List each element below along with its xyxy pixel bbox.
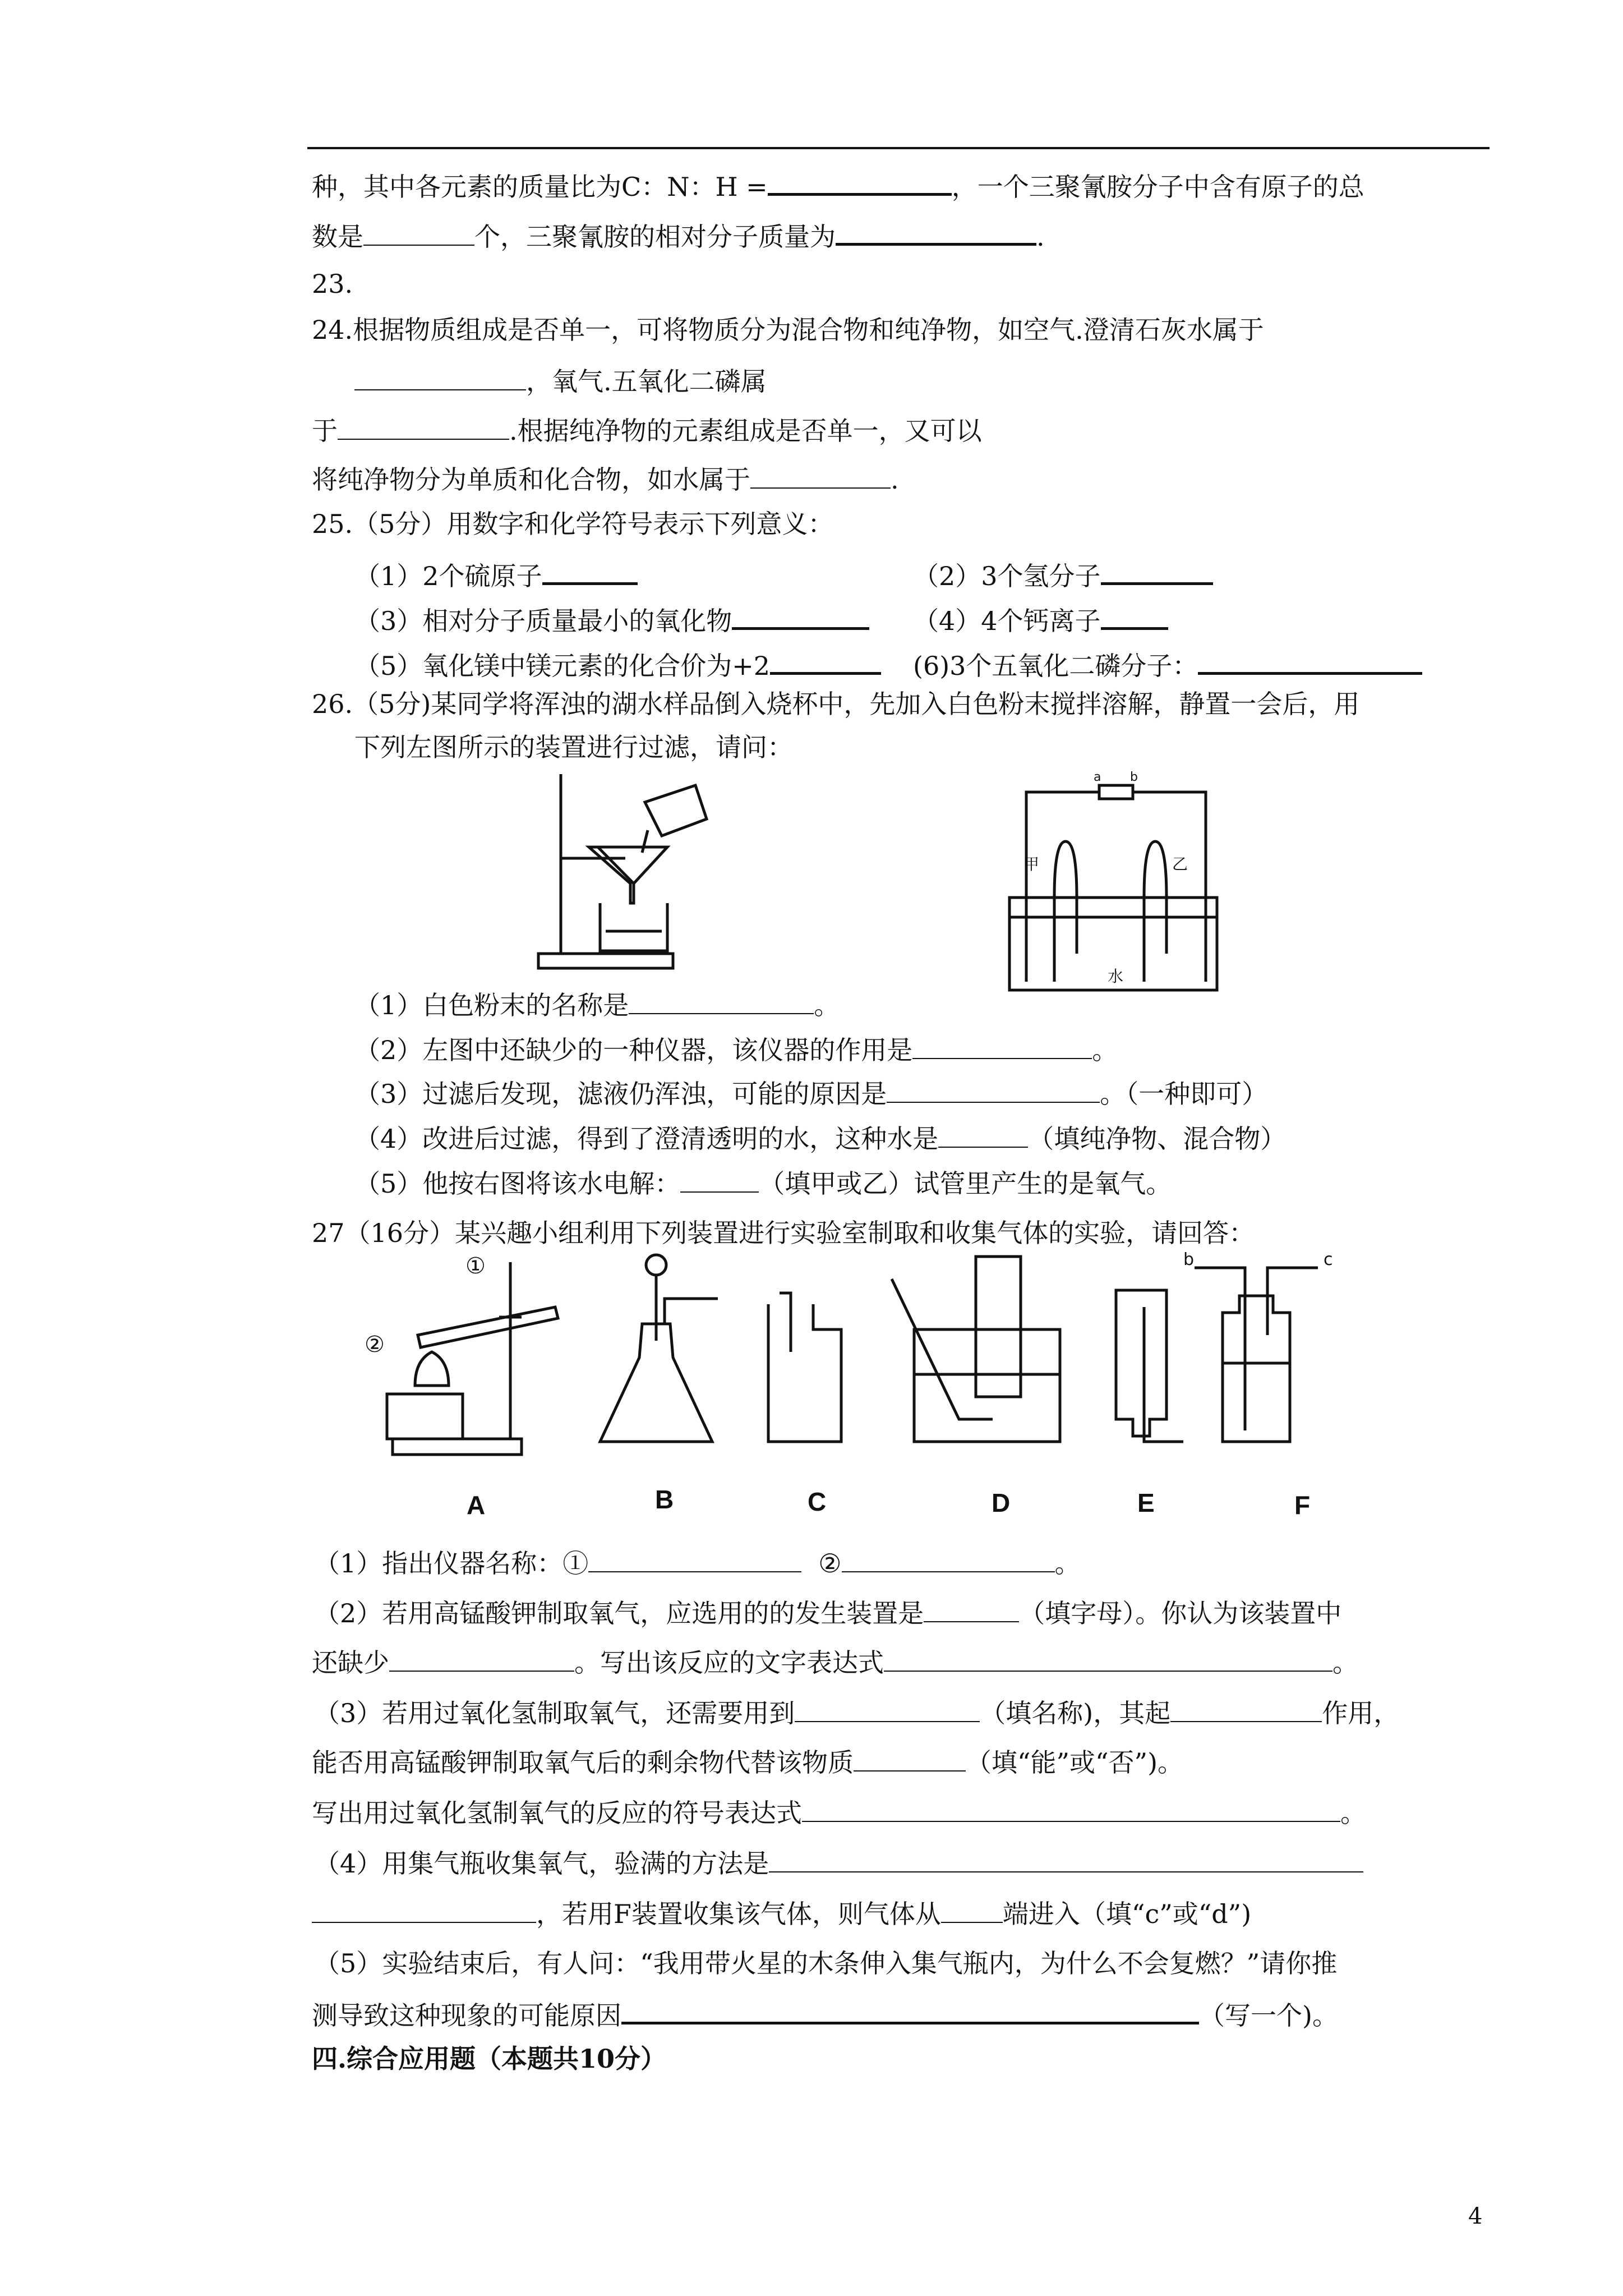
filtration-apparatus-figure	[527, 769, 763, 976]
answer-blank[interactable]	[768, 167, 952, 196]
answer-blank[interactable]	[363, 219, 474, 246]
label-E: E	[1137, 1488, 1155, 1517]
q26-line-1: 26.（5分)某同学将浑浊的湖水样品倒入烧杯中，先加入白色粉末搅拌溶解，静置一会后，用	[312, 689, 1360, 719]
q27-part-4-line-1: （4）用集气瓶收集氧气，验满的方法是	[314, 1846, 1363, 1880]
q27-part-5-line-1: （5）实验结束后，有人问：“我用带火星的木条伸入集气瓶内，为什么不会复燃？”请你推	[314, 1948, 1338, 1978]
q24-line-4: 将纯净物分为单质和化合物，如水属于 .	[312, 462, 899, 496]
apparatus-c	[768, 1293, 841, 1442]
q23-number: 23.	[312, 269, 353, 299]
q22-line-2: 数是 个，三聚氰胺的相对分子质量为 .	[312, 217, 1045, 254]
q24-line-2: ，氧气.五氧化二磷属	[354, 364, 767, 398]
q25-item-3: （3）相对分子质量最小的氧化物	[354, 601, 869, 638]
pouring-beaker	[645, 785, 707, 836]
answer-blank[interactable]	[629, 987, 814, 1014]
answer-blank[interactable]	[338, 413, 509, 440]
label-B: B	[655, 1485, 674, 1514]
test-tube-yi	[1144, 841, 1166, 982]
test-tube-jia	[1054, 841, 1077, 982]
q27-part-1: （1）指出仪器名称：① ② 。	[314, 1545, 1081, 1580]
q27-part-2-line-1: （2）若用高锰酸钾制取氧气，应选用的的发生装置是 （填字母）。你认为该装置中	[314, 1595, 1341, 1630]
power-source	[1099, 785, 1133, 799]
label-D: D	[992, 1488, 1011, 1517]
label-A: A	[467, 1490, 486, 1520]
lab-apparatus-figure	[353, 1251, 1340, 1487]
answer-blank[interactable]	[1101, 556, 1213, 585]
q27-part-5-line-2: 测导致这种现象的可能原因 （写一个)。	[312, 1996, 1338, 2032]
q27-part-3-line-2: 能否用高锰酸钾制取氧气后的剩余物代替该物质 （填“能”或“否”)。	[312, 1745, 1183, 1779]
label-b-port: b	[1183, 1250, 1195, 1269]
answer-blank[interactable]	[854, 1745, 966, 1772]
answer-blank[interactable]	[802, 1795, 1340, 1822]
answer-blank[interactable]	[924, 1595, 1019, 1622]
q25-item-2: （2）3个氢分子	[913, 556, 1213, 593]
apparatus-e	[1116, 1290, 1183, 1442]
answer-blank[interactable]	[312, 1896, 536, 1923]
answer-blank[interactable]	[941, 1896, 1003, 1923]
answer-blank[interactable]	[1101, 601, 1168, 630]
answer-blank[interactable]	[389, 1645, 574, 1672]
apparatus-b	[600, 1255, 718, 1442]
q25-title: 25.（5分）用数字和化学符号表示下列意义：	[312, 509, 834, 539]
answer-blank[interactable]	[887, 1076, 1100, 1103]
label-F: F	[1294, 1490, 1311, 1520]
answer-blank[interactable]	[542, 556, 638, 585]
q26-sub-4: （4）改进后过滤，得到了澄清透明的水，这种水是 （填纯净物、混合物）	[354, 1121, 1286, 1156]
label-circle-1: ①	[465, 1253, 486, 1279]
section-4-title: 四.综合应用题（本题共10分）	[312, 2044, 667, 2074]
answer-blank[interactable]	[769, 1846, 1363, 1872]
answer-blank[interactable]	[621, 1996, 1199, 2024]
answer-blank[interactable]	[884, 1645, 1332, 1672]
q27-part-3-line-1: （3）若用过氧化氢制取氧气，还需要用到 （填名称)，其起 作用，	[314, 1695, 1399, 1730]
answer-blank[interactable]	[795, 1695, 980, 1722]
answer-blank[interactable]	[1198, 646, 1422, 675]
q27-title: 27（16分）某兴趣小组利用下列装置进行实验室制取和收集气体的实验，请回答：	[312, 1218, 1255, 1248]
answer-blank[interactable]	[750, 462, 891, 489]
answer-blank[interactable]	[836, 217, 1036, 246]
answer-blank[interactable]	[354, 364, 526, 390]
q24-line-3: 于 .根据纯净物的元素组成是否单一，又可以	[312, 413, 982, 448]
label-circle-2: ②	[365, 1332, 385, 1358]
label-yi: 乙	[1172, 855, 1188, 873]
pour-stream	[642, 830, 648, 853]
answer-blank[interactable]	[912, 1032, 1092, 1059]
header-rule	[307, 147, 1490, 149]
label-b: b	[1130, 770, 1138, 784]
filter-paper	[598, 847, 634, 884]
apparatus-d	[892, 1257, 1060, 1442]
q26-sub-5: （5）他按右图将该水电解： （填甲或乙）试管里产生的是氧气。	[354, 1166, 1172, 1200]
answer-blank[interactable]	[842, 1545, 1055, 1572]
answer-blank[interactable]	[732, 601, 869, 630]
q25-item-1: （1）2个硫原子	[354, 556, 638, 593]
q26-sub-3: （3）过滤后发现，滤液仍浑浊，可能的原因是 。（一种即可）	[354, 1076, 1267, 1111]
q27-part-2-line-2: 还缺少 。写出该反应的文字表达式 。	[312, 1645, 1358, 1680]
answer-blank[interactable]	[1170, 1695, 1322, 1722]
label-jia: 甲	[1023, 855, 1040, 873]
q26-line-2: 下列左图所示的装置进行过滤，请问：	[354, 732, 793, 762]
page-number: 4	[1468, 2203, 1483, 2229]
answer-blank[interactable]	[938, 1121, 1028, 1148]
label-C: C	[808, 1487, 827, 1516]
label-water: 水	[1108, 967, 1124, 986]
answer-blank[interactable]	[680, 1166, 759, 1193]
beaker-lower	[600, 903, 667, 951]
q22-line-1: 种，其中各元素的质量比为C：N：H = ，一个三聚氰胺分子中含有原子的总	[312, 167, 1364, 204]
label-c-port: c	[1324, 1250, 1333, 1269]
answer-blank[interactable]	[770, 646, 881, 675]
apparatus-f	[1195, 1268, 1318, 1442]
q24-line-1: 24.根据物质组成是否单一，可将物质分为混合物和纯净物，如空气.澄清石灰水属于	[312, 315, 1264, 345]
label-a: a	[1094, 770, 1101, 784]
electrolysis-apparatus-figure	[1004, 769, 1228, 993]
q26-sub-1: （1）白色粉末的名称是 。	[354, 987, 840, 1022]
q26-sub-2: （2）左图中还缺少的一种仪器，该仪器的作用是 。	[354, 1032, 1118, 1067]
q25-item-4: （4）4个钙离子	[913, 601, 1168, 638]
q27-part-4-line-2: ，若用F装置收集该气体，则气体从 端进入（填“c”或“d”)	[312, 1896, 1251, 1931]
q25-item-6: (6)3个五氧化二磷分子：	[913, 646, 1422, 683]
apparatus-a	[387, 1262, 558, 1455]
q25-item-5: （5）氧化镁中镁元素的化合价为+2	[354, 646, 881, 683]
stand-base	[538, 954, 673, 968]
q27-part-3-line-3: 写出用过氧化氢制氧气的反应的符号表达式 。	[312, 1795, 1366, 1830]
funnel	[589, 847, 667, 903]
answer-blank[interactable]	[588, 1545, 801, 1572]
